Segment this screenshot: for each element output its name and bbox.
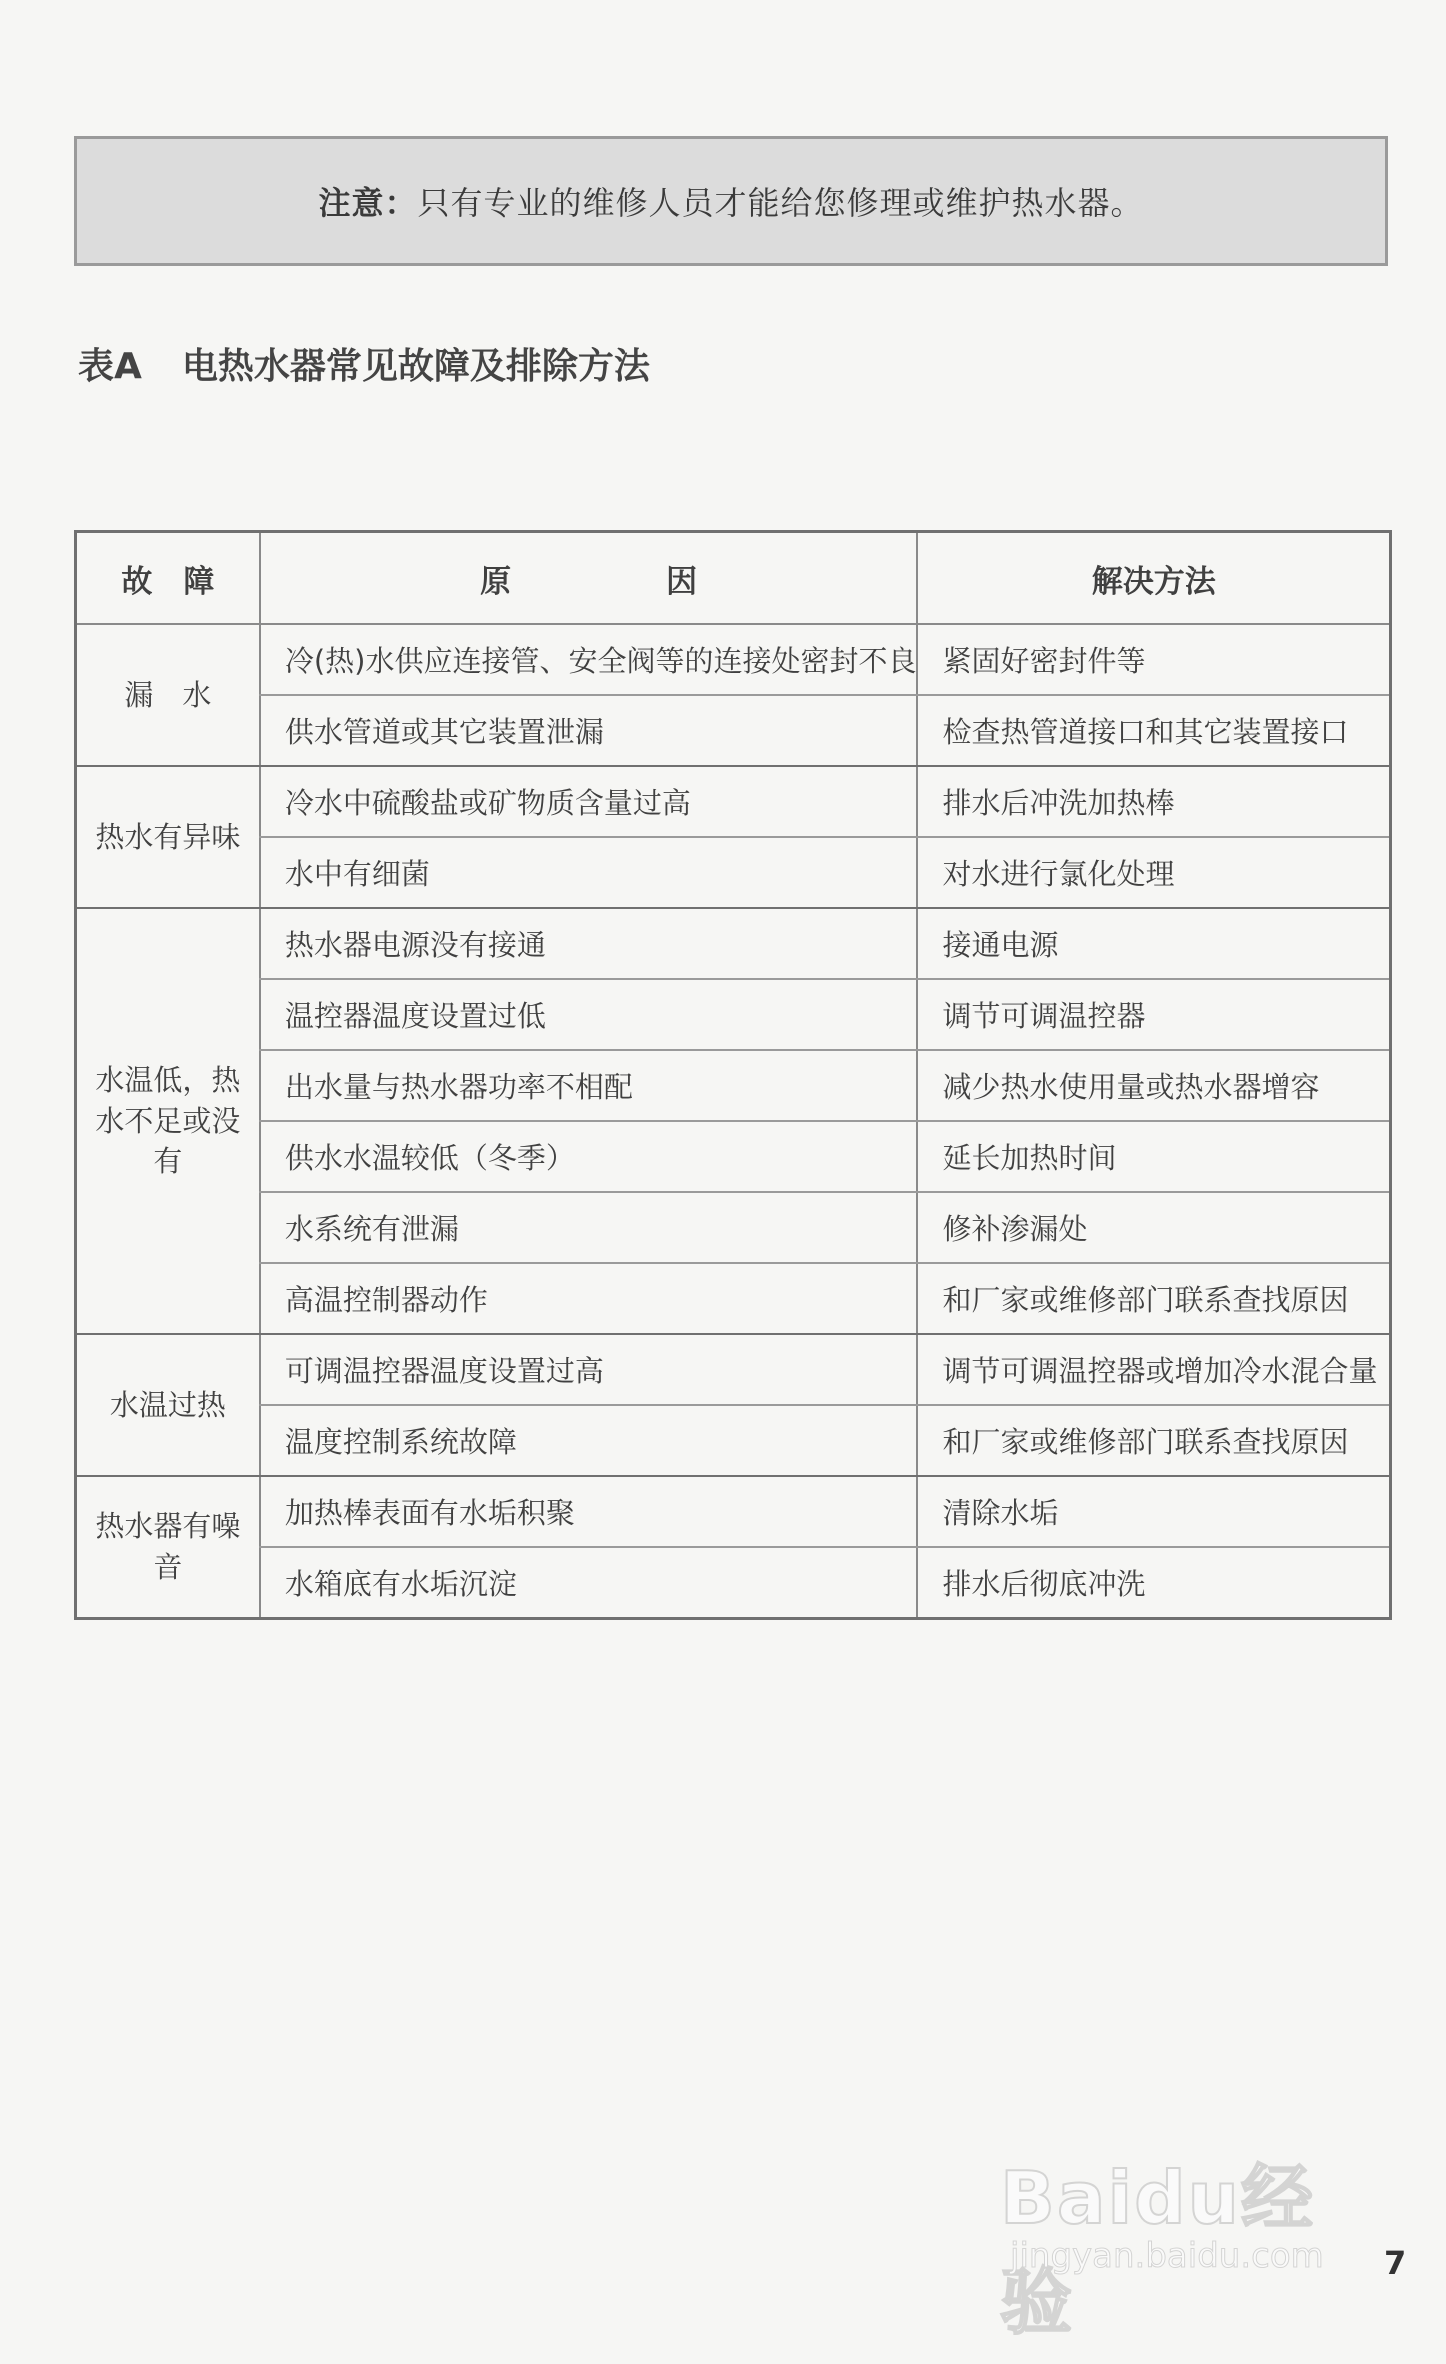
cause-cell: 温控器温度设置过低 [260, 979, 918, 1050]
cause-cell: 高温控制器动作 [260, 1263, 918, 1334]
solution-cell: 清除水垢 [917, 1476, 1390, 1547]
fault-cell: 水温过热 [76, 1334, 260, 1476]
fault-cell: 水温低，热水不足或没有 [76, 908, 260, 1334]
fault-cell: 漏 水 [76, 624, 260, 766]
watermark-logo: Baidu经验 [1000, 2156, 1315, 2344]
watermark-url: jingyan.baidu.com [1010, 2236, 1324, 2276]
cause-cell: 水箱底有水垢沉淀 [260, 1547, 918, 1619]
cause-cell: 温度控制系统故障 [260, 1405, 918, 1476]
table-header-row [76, 532, 1391, 625]
table-row [76, 1476, 1391, 1547]
solution-cell: 对水进行氯化处理 [917, 837, 1390, 908]
table-row [76, 695, 1391, 766]
solution-cell: 调节可调温控器 [917, 979, 1390, 1050]
solution-cell: 减少热水使用量或热水器增容 [917, 1050, 1390, 1121]
page-number: 7 [1384, 2244, 1407, 2282]
solution-cell: 紧固好密封件等 [917, 624, 1390, 695]
fault-cell: 热水器有噪音 [76, 1476, 260, 1619]
notice-text: 只有专业的维修人员才能给您修理或维护热水器。 [417, 184, 1144, 222]
solution-cell: 修补渗漏处 [917, 1192, 1390, 1263]
cause-cell: 供水管道或其它装置泄漏 [260, 695, 918, 766]
cause-cell: 出水量与热水器功率不相配 [260, 1050, 918, 1121]
cause-cell: 冷(热)水供应连接管、安全阀等的连接处密封不良 [260, 624, 918, 695]
solution-cell: 排水后彻底冲洗 [917, 1547, 1390, 1619]
table-title [78, 338, 650, 389]
cause-cell: 水系统有泄漏 [260, 1192, 918, 1263]
solution-cell: 和厂家或维修部门联系查找原因 [917, 1405, 1390, 1476]
table-row [76, 624, 1391, 695]
header-solution: 解决方法 [917, 532, 1390, 625]
cause-cell: 加热棒表面有水垢积聚 [260, 1476, 918, 1547]
table-row [76, 908, 1391, 979]
cause-cell: 水中有细菌 [260, 837, 918, 908]
fault-cell: 热水有异味 [76, 766, 260, 908]
header-fault: 故 障 [76, 532, 260, 625]
solution-cell: 检查热管道接口和其它装置接口 [917, 695, 1390, 766]
table-row [76, 837, 1391, 908]
cause-cell: 供水水温较低（冬季） [260, 1121, 918, 1192]
table-row [76, 1050, 1391, 1121]
notice-label: 注意： [318, 184, 418, 222]
table-title-label: 表A [78, 346, 142, 387]
solution-cell: 排水后冲洗加热棒 [917, 766, 1390, 837]
table-row [76, 1263, 1391, 1334]
fault-table [74, 530, 1392, 1620]
table-row [76, 1405, 1391, 1476]
table-row [76, 1334, 1391, 1405]
solution-cell: 接通电源 [917, 908, 1390, 979]
table-row [76, 1192, 1391, 1263]
solution-cell: 延长加热时间 [917, 1121, 1390, 1192]
notice-box [74, 136, 1388, 266]
table-row [76, 1121, 1391, 1192]
header-cause: 原 因 [260, 532, 918, 625]
table-row [76, 766, 1391, 837]
table-row [76, 979, 1391, 1050]
table-row [76, 1547, 1391, 1619]
solution-cell: 调节可调温控器或增加冷水混合量 [917, 1334, 1390, 1405]
solution-cell: 和厂家或维修部门联系查找原因 [917, 1263, 1390, 1334]
table-title-text: 电热水器常见故障及排除方法 [181, 346, 650, 387]
cause-cell: 冷水中硫酸盐或矿物质含量过高 [260, 766, 918, 837]
cause-cell: 热水器电源没有接通 [260, 908, 918, 979]
cause-cell: 可调温控器温度设置过高 [260, 1334, 918, 1405]
baidu-watermark [1000, 2140, 1360, 2344]
